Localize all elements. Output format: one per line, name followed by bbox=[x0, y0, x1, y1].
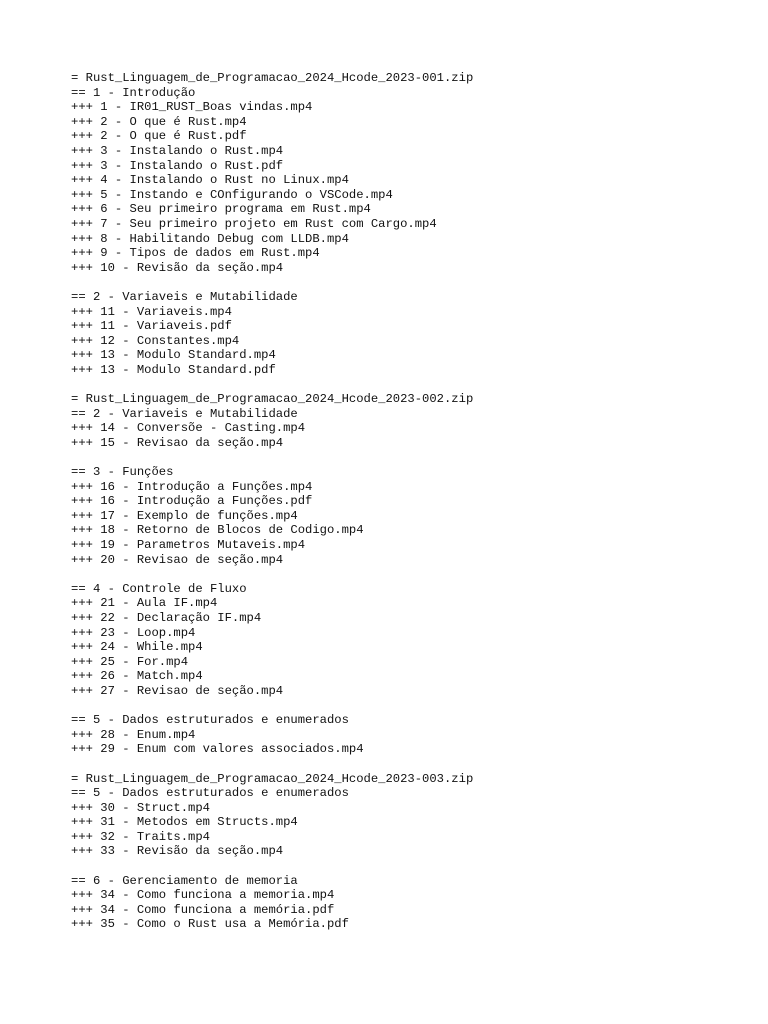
file-entry: +++ 31 - Metodos em Structs.mp4 bbox=[71, 815, 298, 830]
blank-line bbox=[71, 567, 751, 582]
section-heading: == 6 - Gerenciamento de memoria bbox=[71, 873, 298, 888]
file-entry: +++ 12 - Constantes.mp4 bbox=[71, 333, 240, 348]
file-entry: +++ 23 - Loop.mp4 bbox=[71, 625, 196, 640]
archive-heading: = Rust_Linguagem_de_Programacao_2024_Hcode_2023-002.zip bbox=[71, 392, 474, 407]
file-entry: +++ 17 - Exemplo de funções.mp4 bbox=[71, 508, 298, 523]
file-entry: +++ 11 - Variaveis.mp4 bbox=[71, 304, 232, 319]
blank-line bbox=[71, 859, 751, 874]
file-entry: +++ 25 - For.mp4 bbox=[71, 654, 189, 669]
file-entry: +++ 27 - Revisao de seção.mp4 bbox=[71, 683, 284, 698]
file-entry: +++ 5 - Instando e COnfigurando o VSCode.mp4 bbox=[71, 187, 393, 202]
file-entry: +++ 13 - Modulo Standard.pdf bbox=[71, 362, 276, 377]
file-entry: +++ 13 - Modulo Standard.mp4 bbox=[71, 348, 276, 363]
file-entry: +++ 1 - IR01_RUST_Boas vindas.mp4 bbox=[71, 100, 313, 115]
file-entry: +++ 20 - Revisao de seção.mp4 bbox=[71, 552, 284, 567]
file-entry: +++ 3 - Instalando o Rust.mp4 bbox=[71, 143, 284, 158]
file-entry: +++ 19 - Parametros Mutaveis.mp4 bbox=[71, 538, 306, 552]
section-heading: == 2 - Variaveis e Mutabilidade bbox=[71, 406, 298, 421]
file-entry: +++ 18 - Retorno de Blocos de Codigo.mp4 bbox=[71, 523, 364, 538]
file-entry: +++ 8 - Habilitando Debug com LLDB.mp4 bbox=[71, 231, 349, 246]
file-entry: +++ 10 - Revisão da seção.mp4 bbox=[71, 260, 284, 275]
file-entry: +++ 14 - Conversõe - Casting.mp4 bbox=[71, 421, 306, 436]
file-entry: +++ 22 - Declaração IF.mp4 bbox=[71, 610, 262, 625]
blank-line bbox=[71, 450, 751, 465]
file-entry: +++ 32 - Traits.mp4 bbox=[71, 829, 210, 844]
file-entry: +++ 33 - Revisão da seção.mp4 bbox=[71, 844, 284, 859]
blank-line bbox=[71, 377, 751, 392]
section-heading: == 5 - Dados estruturados e enumerados bbox=[71, 786, 349, 801]
file-entry: +++ 16 - Introdução a Funções.pdf bbox=[71, 494, 313, 509]
file-entry: +++ 6 - Seu primeiro programa em Rust.mp4 bbox=[71, 202, 371, 217]
file-entry: +++ 15 - Revisao da seção.mp4 bbox=[71, 435, 284, 450]
file-entry: +++ 11 - Variaveis.pdf bbox=[71, 319, 232, 334]
file-entry: +++ 35 - Como o Rust usa a Memória.pdf bbox=[71, 917, 349, 932]
file-entry: +++ 16 - Introdução a Funções.mp4 bbox=[71, 479, 313, 494]
section-heading: == 4 - Controle de Fluxo bbox=[71, 581, 247, 596]
file-entry: +++ 4 - Instalando o Rust no Linux.mp4 bbox=[71, 173, 349, 188]
document-page bbox=[71, 71, 751, 932]
file-entry: +++ 2 - O que é Rust.mp4 bbox=[71, 114, 247, 129]
file-entry: +++ 21 - Aula IF.mp4 bbox=[71, 596, 218, 611]
blank-line bbox=[71, 699, 751, 714]
section-heading: == 1 - Introdução bbox=[71, 85, 196, 100]
section-heading: == 2 - Variaveis e Mutabilidade bbox=[71, 289, 298, 304]
section-heading: == 5 - Dados estruturados e enumerados bbox=[71, 713, 349, 728]
file-entry: +++ 28 - Enum.mp4 bbox=[71, 727, 196, 742]
file-entry: +++ 2 - O que é Rust.pdf bbox=[71, 129, 247, 144]
file-entry: +++ 34 - Como funciona a memória.pdf bbox=[71, 902, 335, 917]
blank-line bbox=[71, 275, 751, 290]
archive-heading: = Rust_Linguagem_de_Programacao_2024_Hcode_2023-001.zip bbox=[71, 71, 474, 85]
section-heading: == 3 - Funções bbox=[71, 465, 174, 480]
file-entry: +++ 7 - Seu primeiro projeto em Rust com Cargo.mp4 bbox=[71, 216, 437, 231]
file-entry: +++ 29 - Enum com valores associados.mp4 bbox=[71, 742, 364, 757]
file-entry: +++ 30 - Struct.mp4 bbox=[71, 800, 210, 815]
file-entry: +++ 3 - Instalando o Rust.pdf bbox=[71, 158, 284, 173]
file-entry: +++ 9 - Tipos de dados em Rust.mp4 bbox=[71, 246, 320, 261]
blank-line bbox=[71, 757, 751, 772]
archive-heading: = Rust_Linguagem_de_Programacao_2024_Hcode_2023-003.zip bbox=[71, 771, 474, 786]
file-entry: +++ 34 - Como funciona a memoria.mp4 bbox=[71, 888, 335, 903]
file-entry: +++ 24 - While.mp4 bbox=[71, 640, 203, 655]
file-entry: +++ 26 - Match.mp4 bbox=[71, 669, 203, 684]
